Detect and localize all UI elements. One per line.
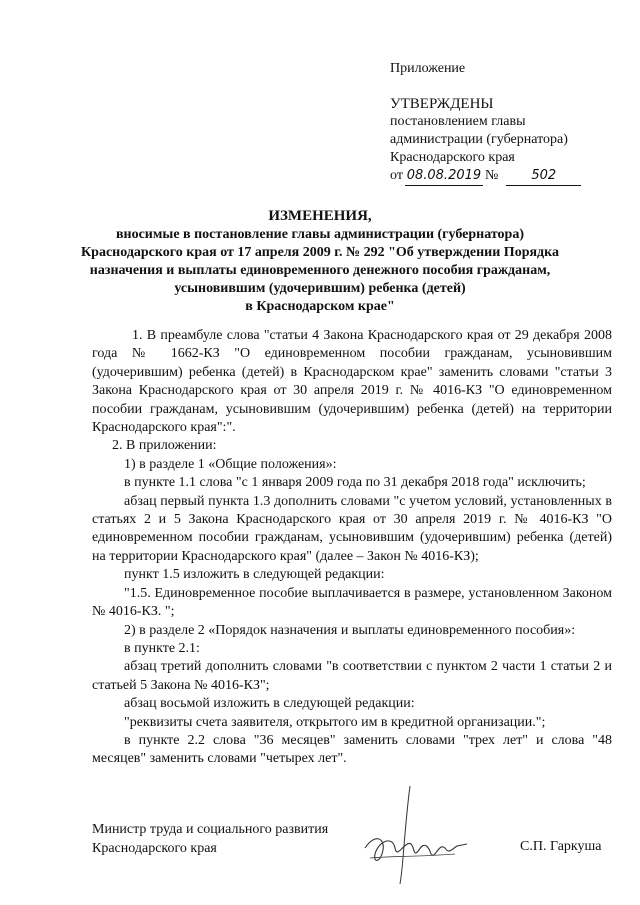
document-body: [92, 327, 612, 769]
body-paragraph: 2. В приложении:: [112, 438, 217, 454]
approval-date-line: [390, 167, 581, 186]
approval-heading: УТВЕРЖДЕНЫ: [390, 96, 494, 112]
body-paragraph: абзац восьмой изложить в следующей редакции:: [124, 696, 415, 712]
approval-line: постановлением главы: [390, 114, 526, 129]
title-main: ИЗМЕНЕНИЯ,: [268, 208, 372, 224]
title-line: Краснодарского края от 17 апреля 2009 г. № 292 "Об утверждении Порядка: [81, 245, 559, 260]
body-paragraph: 1. В преамбуле слова "статьи 4 Закона Краснодарского края от 29 декабря 2008 года № 1662-КЗ "О единовременном пособии гражданам, усыновившим (удочерившим) ребенка (детей) в Краснодарском крае" заменить словами "статьи 3 Закона Краснодарского края от 30 апреля 2019 г. № 4016-КЗ "О единовременном пособии гражданам, усыновившим (удочерившим) ребенка (детей) на территории Краснодарского края":".: [92, 328, 612, 436]
signer-position: [92, 820, 328, 858]
body-paragraph: в пункте 2.1:: [124, 640, 200, 656]
body-paragraph: 1) в разделе 1 «Общие положения»:: [124, 456, 337, 472]
approval-date: 08.08.2019: [405, 167, 483, 186]
number-label: №: [484, 168, 499, 183]
appendix-label: Приложение: [390, 61, 466, 76]
body-paragraph: пункт 1.5 изложить в следующей редакции:: [124, 567, 385, 583]
body-paragraph: "1.5. Единовременное пособие выплачивается в размере, установленном Законом № 4016-КЗ. ";: [92, 585, 612, 620]
approval-line: Краснодарского края: [390, 150, 515, 165]
body-paragraph: в пункте 1.1 слова "с 1 января 2009 года по 31 декабря 2018 года" исключить;: [124, 475, 586, 491]
approval-line: администрации (губернатора): [390, 132, 568, 147]
signer-name: С.П. Гаркуша: [520, 839, 602, 854]
body-paragraph: 2) в разделе 2 «Порядок назначения и выплаты единовременного пособия»:: [124, 622, 576, 638]
title-line: в Краснодарском крае": [245, 299, 395, 314]
signer-position-line: Министр труда и социального развития: [92, 822, 329, 837]
date-prefix: от: [390, 168, 403, 183]
body-paragraph: в пункте 2.2 слова "36 месяцев" заменить словами "трех лет" и слова "48 месяцев" заменить словами "четырех лет".: [92, 732, 612, 767]
signature-image: [355, 778, 475, 888]
body-paragraph: "реквизиты счета заявителя, открытого им в кредитной организации.";: [124, 714, 546, 730]
approval-block: [390, 95, 581, 186]
body-paragraph: абзац первый пункта 1.3 дополнить словами "с учетом условий, установленных в статьях 2 и 5 Закона Краснодарского края от 30 апреля 2019 г. № 4016-КЗ "О единовременном пособии гражданам, усыновившим (удочерившим) ребенка (детей) на территории Краснодарского края" (далее – Закон № 4016-КЗ);: [92, 493, 612, 564]
signer-position-line: Краснодарского края: [92, 841, 217, 856]
body-paragraph: абзац третий дополнить словами "в соответствии с пунктом 2 части 1 статьи 2 и статьей 5 Закона № 4016-КЗ";: [92, 659, 612, 693]
title-line: усыновившим (удочерившим) ребенка (детей): [174, 281, 466, 296]
approval-number: 502: [506, 167, 581, 186]
title-line: назначения и выплаты единовременного денежного пособия гражданам,: [89, 263, 551, 278]
document-title: [70, 207, 570, 316]
title-line: вносимые в постановление главы администрации (губернатора): [115, 227, 525, 242]
